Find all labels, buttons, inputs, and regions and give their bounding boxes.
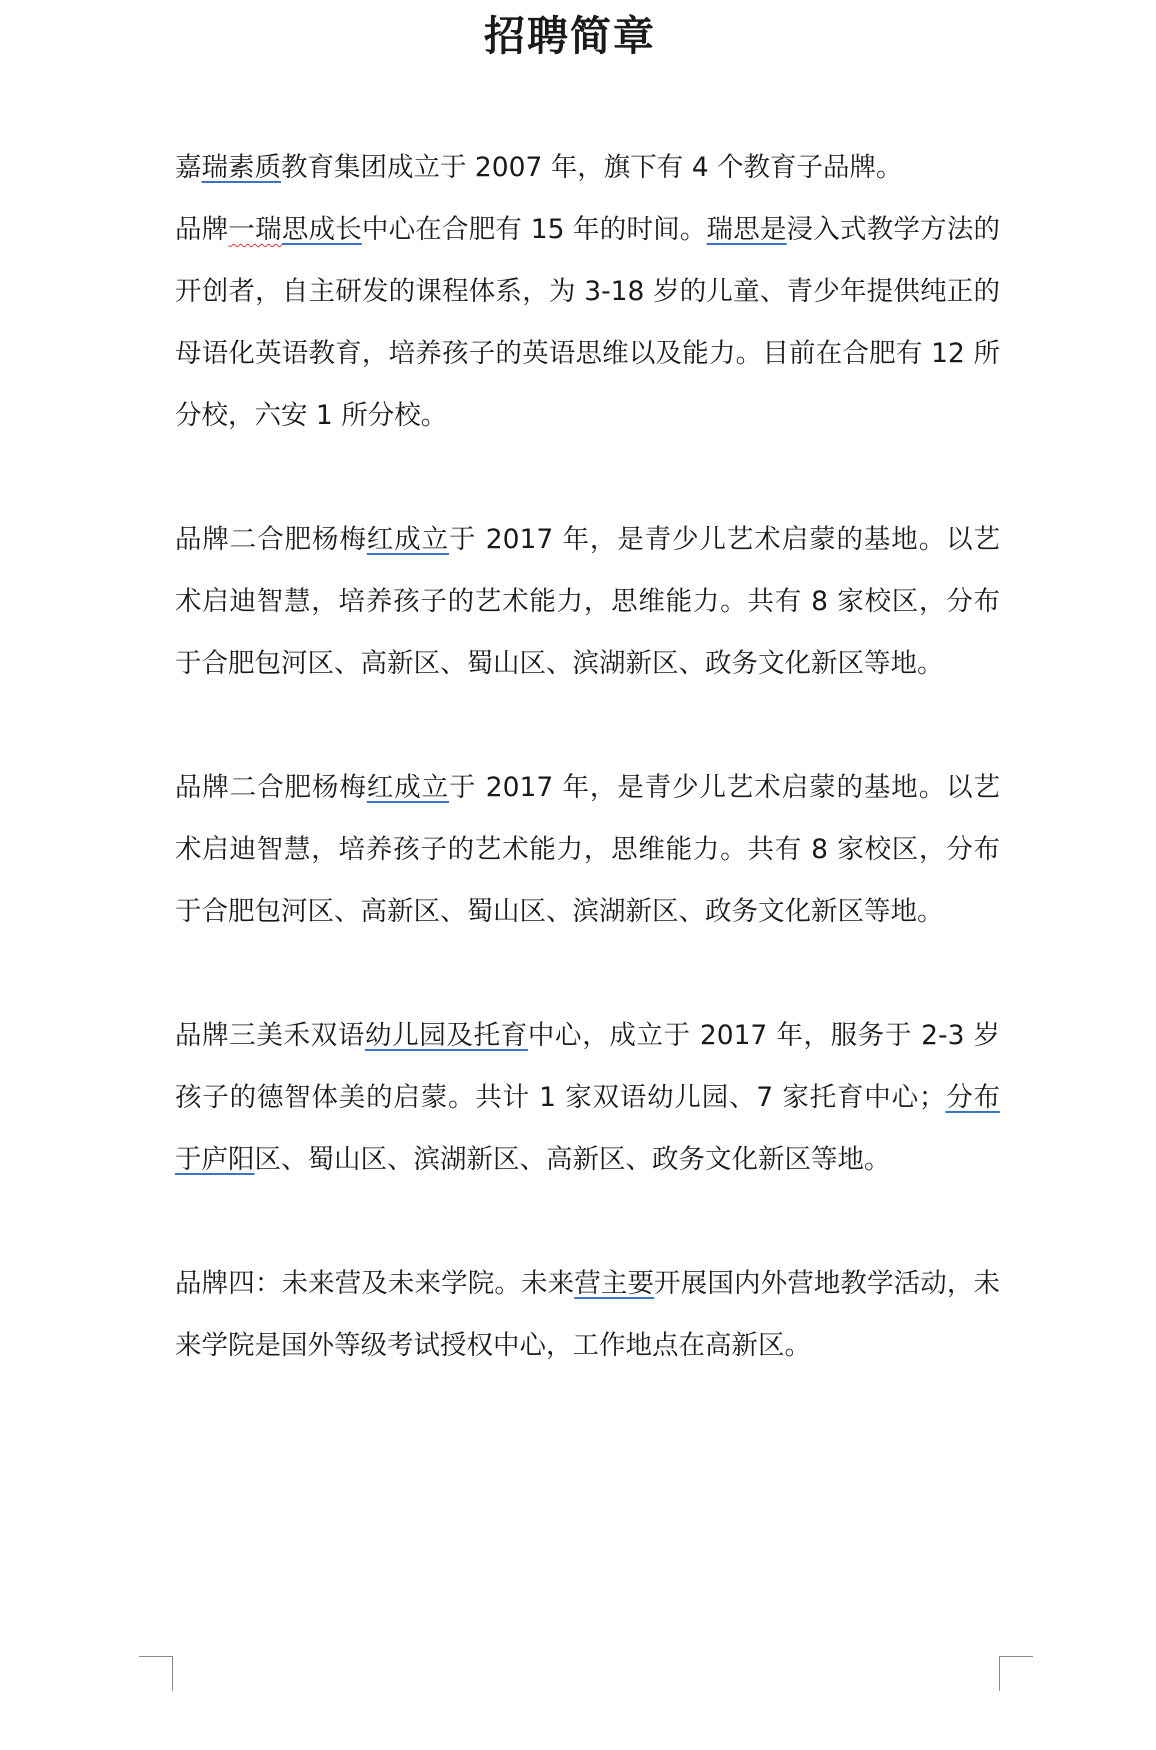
text-run: 浸入式教学方法的开创者，自主研发的课程体系，为 3-18 岁的儿童、青少年提供纯正的母语化英语教育，培养孩子的英语思维以及能力。目前在合肥有 12 所分校，六安 1 所分校。 [175, 214, 1001, 431]
grammar-underlined-text[interactable]: 瑞思是 [706, 214, 787, 245]
page-corner-mark-left [139, 1656, 173, 1691]
grammar-underlined-text[interactable]: 营主要 [574, 1268, 655, 1299]
brand2-paragraph-duplicate [175, 757, 1000, 943]
grammar-underlined-text[interactable]: 幼儿园及托育 [365, 1020, 528, 1051]
grammar-underlined-text[interactable]: 思成长 [281, 214, 362, 245]
brand1-paragraph [175, 199, 1000, 447]
text-run: 于 2017 年，是青少儿艺术启蒙的基地。以艺术启迪智慧，培养孩子的艺术能力，思维能力。共有 8 家校区，分布于合肥包河区、高新区、蜀山区、滨湖新区、政务文化新区等地。 [175, 524, 1001, 679]
brand3-paragraph [175, 1005, 1000, 1191]
text-run: 开展国内外营地教学活动，未来学院是国外等级考试授权中心，工作地点在高新区。 [175, 1268, 1001, 1361]
text-run: 区、蜀山区、滨湖新区、高新区、政务文化新区等地。 [254, 1144, 891, 1175]
text-run: 于 2017 年，是青少儿艺术启蒙的基地。以艺术启迪智慧，培养孩子的艺术能力，思维能力。共有 8 家校区，分布于合肥包河区、高新区、蜀山区、滨湖新区、政务文化新区等地。 [175, 772, 1001, 927]
text-run: 品牌二合肥杨梅 [175, 524, 367, 555]
intro-paragraph [175, 137, 1000, 199]
page-title: 招聘简章 [484, 12, 656, 60]
grammar-underlined-text[interactable]: 瑞素质 [201, 152, 281, 183]
grammar-underlined-text[interactable]: 红成立 [366, 524, 450, 555]
spelling-error-text[interactable]: 一瑞 [228, 214, 282, 245]
text-run: 品牌 [175, 214, 229, 245]
brand2-paragraph [175, 509, 1000, 695]
text-run: 中心，成立于 2017 年，服务于 2-3 岁孩子的德智体美的启蒙。共计 1 家双语幼儿园、7 家托育中心； [175, 1020, 1001, 1113]
page-corner-mark-right [999, 1656, 1033, 1691]
grammar-underlined-text[interactable]: 分布于庐阳 [175, 1082, 1000, 1175]
text-run: 中心在合肥有 15 年的时间。 [361, 214, 707, 245]
text-run: 品牌四：未来营及未来学院。未来 [175, 1268, 575, 1299]
text-run: 品牌二合肥杨梅 [175, 772, 367, 803]
grammar-underlined-text[interactable]: 红成立 [366, 772, 450, 803]
document-body [175, 137, 1000, 1377]
text-run: 品牌三美禾双语 [175, 1020, 366, 1051]
text-run: 教育集团成立于 2007 年，旗下有 4 个教育子品牌。 [281, 152, 903, 183]
brand4-paragraph [175, 1253, 1000, 1377]
text-run: 嘉 [175, 152, 202, 183]
